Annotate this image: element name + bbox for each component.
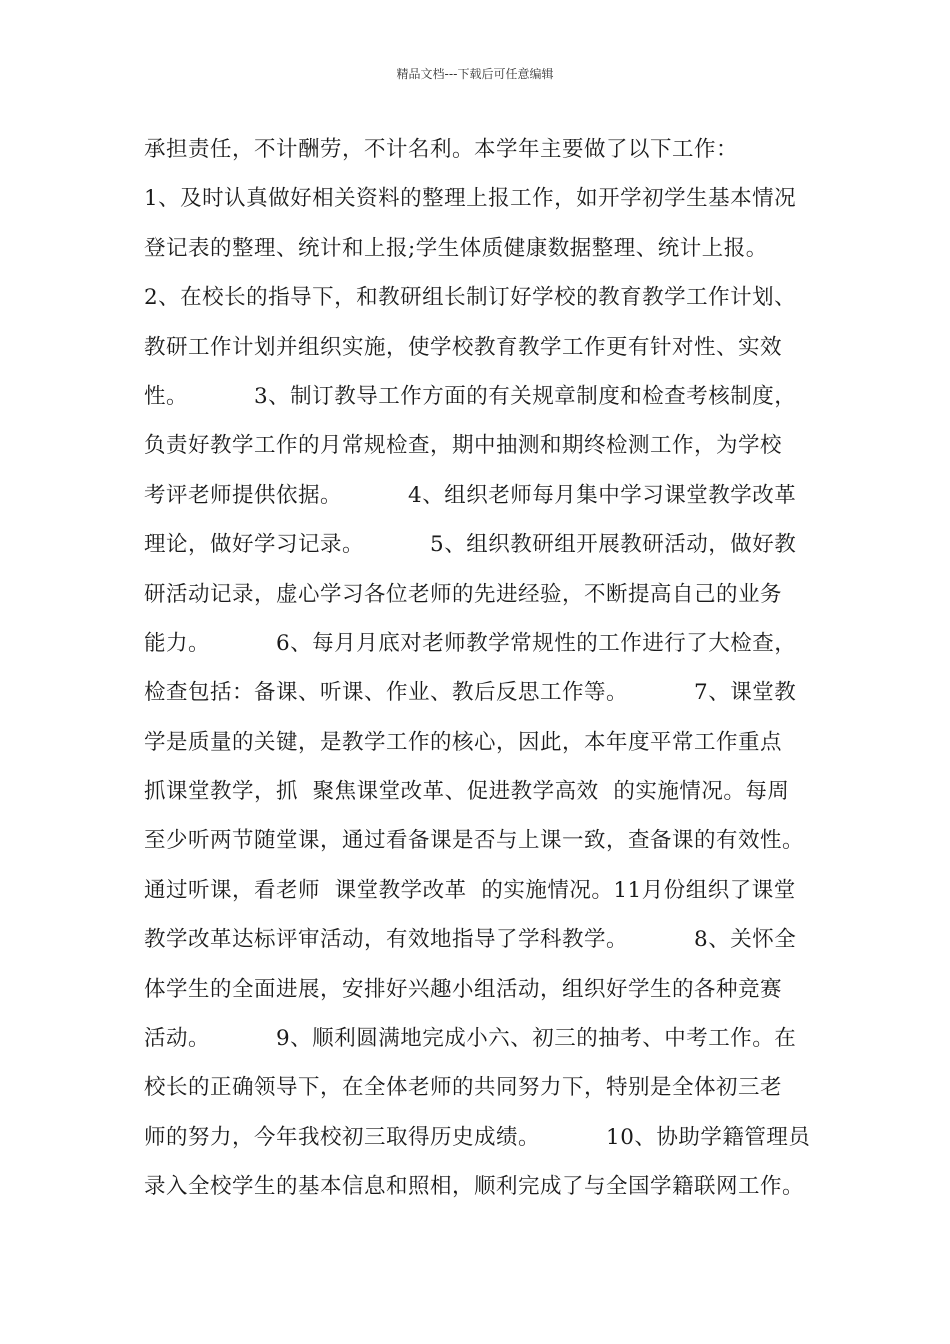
page-header: 精品文档---下载后可任意编辑 <box>396 67 554 81</box>
text-line: 活动。 9、顺利圆满地完成小六、初三的抽考、中考工作。在 <box>144 1026 797 1052</box>
text-line: 抓课堂教学，抓 聚焦课堂改革、促进教学高效 的实施情况。每周 <box>144 779 790 805</box>
text-line: 师的努力，今年我校初三取得历史成绩。 10、协助学籍管理员 <box>144 1124 811 1150</box>
text-line: 登记表的整理、统计和上报;学生体质健康数据整理、统计上报。 <box>144 235 768 261</box>
text-line: 教研工作计划并组织实施，使学校教育教学工作更有针对性、实效 <box>144 334 783 360</box>
text-line: 研活动记录，虚心学习各位老师的先进经验，不断提高自己的业务 <box>144 581 783 607</box>
text-line: 负责好教学工作的月常规检查，期中抽测和期终检测工作，为学校 <box>144 433 783 459</box>
text-line: 教学改革达标评审活动，有效地指导了学科教学。 8、关怀全 <box>144 927 797 953</box>
text-line: 体学生的全面进展，安排好兴趣小组活动，组织好学生的各种竞赛 <box>144 976 783 1002</box>
text-line: 校长的正确领导下，在全体老师的共同努力下，特别是全体初三老 <box>144 1075 783 1101</box>
text-line: 考评老师提供依据。 4、组织老师每月集中学习课堂教学改革 <box>144 482 797 508</box>
text-line: 理论，做好学习记录。 5、组织教研组开展教研活动，做好教 <box>144 532 797 558</box>
text-line: 通过听课，看老师 课堂教学改革 的实施情况。11月份组织了课堂 <box>144 877 796 903</box>
text-line: 能力。 6、每月月底对老师教学常规性的工作进行了大检查， <box>144 630 797 656</box>
text-line: 至少听两节随堂课，通过看备课是否与上课一致，查备课的有效性。 <box>144 828 805 854</box>
text-line: 2、在校长的指导下，和教研组长制订好学校的教育教学工作计划、 <box>144 285 797 311</box>
text-line: 检查包括：备课、听课、作业、教后反思工作等。 7、课堂教 <box>144 680 797 706</box>
text-line: 学是质量的关键，是教学工作的核心，因此，本年度平常工作重点 <box>144 729 783 755</box>
text-line: 性。 3、制订教导工作方面的有关规章制度和检查考核制度， <box>144 383 797 409</box>
text-line: 承担责任，不计酬劳，不计名利。本学年主要做了以下工作： <box>144 137 739 162</box>
text-line: 录入全校学生的基本信息和照相，顺利完成了与全国学籍联网工作。 <box>144 1174 805 1200</box>
body-text <box>144 132 834 1219</box>
text-line: 1、及时认真做好相关资料的整理上报工作，如开学初学生基本情况 <box>144 186 797 212</box>
